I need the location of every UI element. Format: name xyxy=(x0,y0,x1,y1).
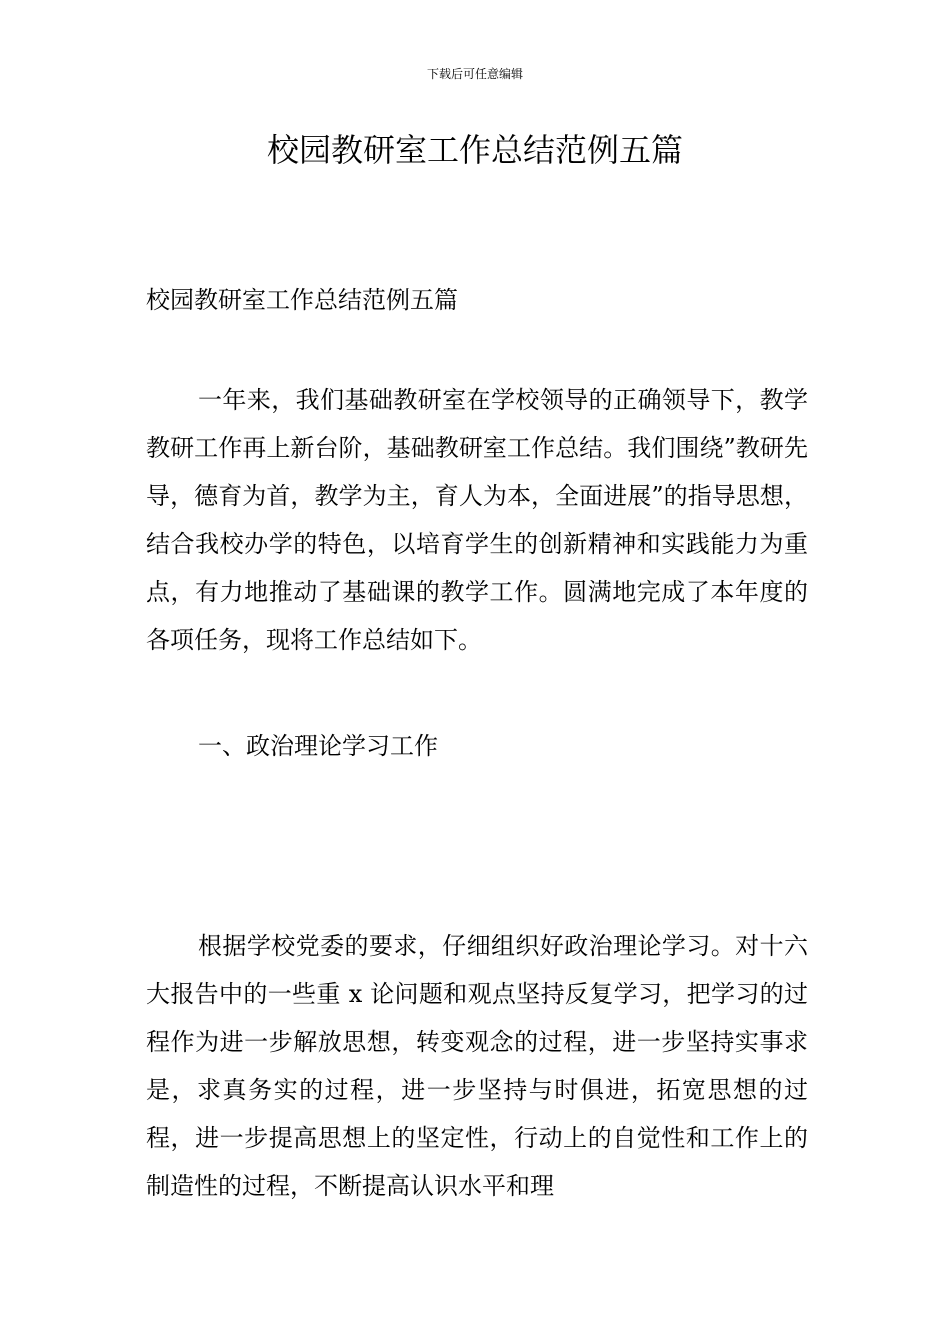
document-subtitle: 校园教研室工作总结范例五篇 xyxy=(146,286,458,314)
intro-paragraph: 一年来，我们基础教研室在学校领导的正确领导下，教学教研工作再上新台阶，基础教研室工作总结。我们围绕”教研先导，德育为首，教学为主，育人为本，全面进展”的指导思想，结合我校办学的特色，以培育学生的创新精神和实践能力为重点，有力地推动了基础课的教学工作。圆满地完成了本年度的各项任务，现将工作总结如下。 xyxy=(146,386,808,654)
section-heading-1: 一、政治理论学习工作 xyxy=(198,732,438,760)
section-paragraph-1: 根据学校党委的要求，仔细组织好政治理论学习。对十六大报告中的一些重 x 论问题和观点坚持反复学习，把学习的过程作为进一步解放思想，转变观念的过程，进一步坚持实事求是，求真务实的过程，进一步坚持与时俱进，拓宽思想的过程，进一步提高思想上的坚定性，行动上的自觉性和工作上的制造性的过程，不断提高认识水平和理 xyxy=(146,932,808,1200)
header-note: 下载后可任意编辑 xyxy=(426,67,523,81)
document-title: 校园教研室工作总结范例五篇 xyxy=(266,131,683,169)
